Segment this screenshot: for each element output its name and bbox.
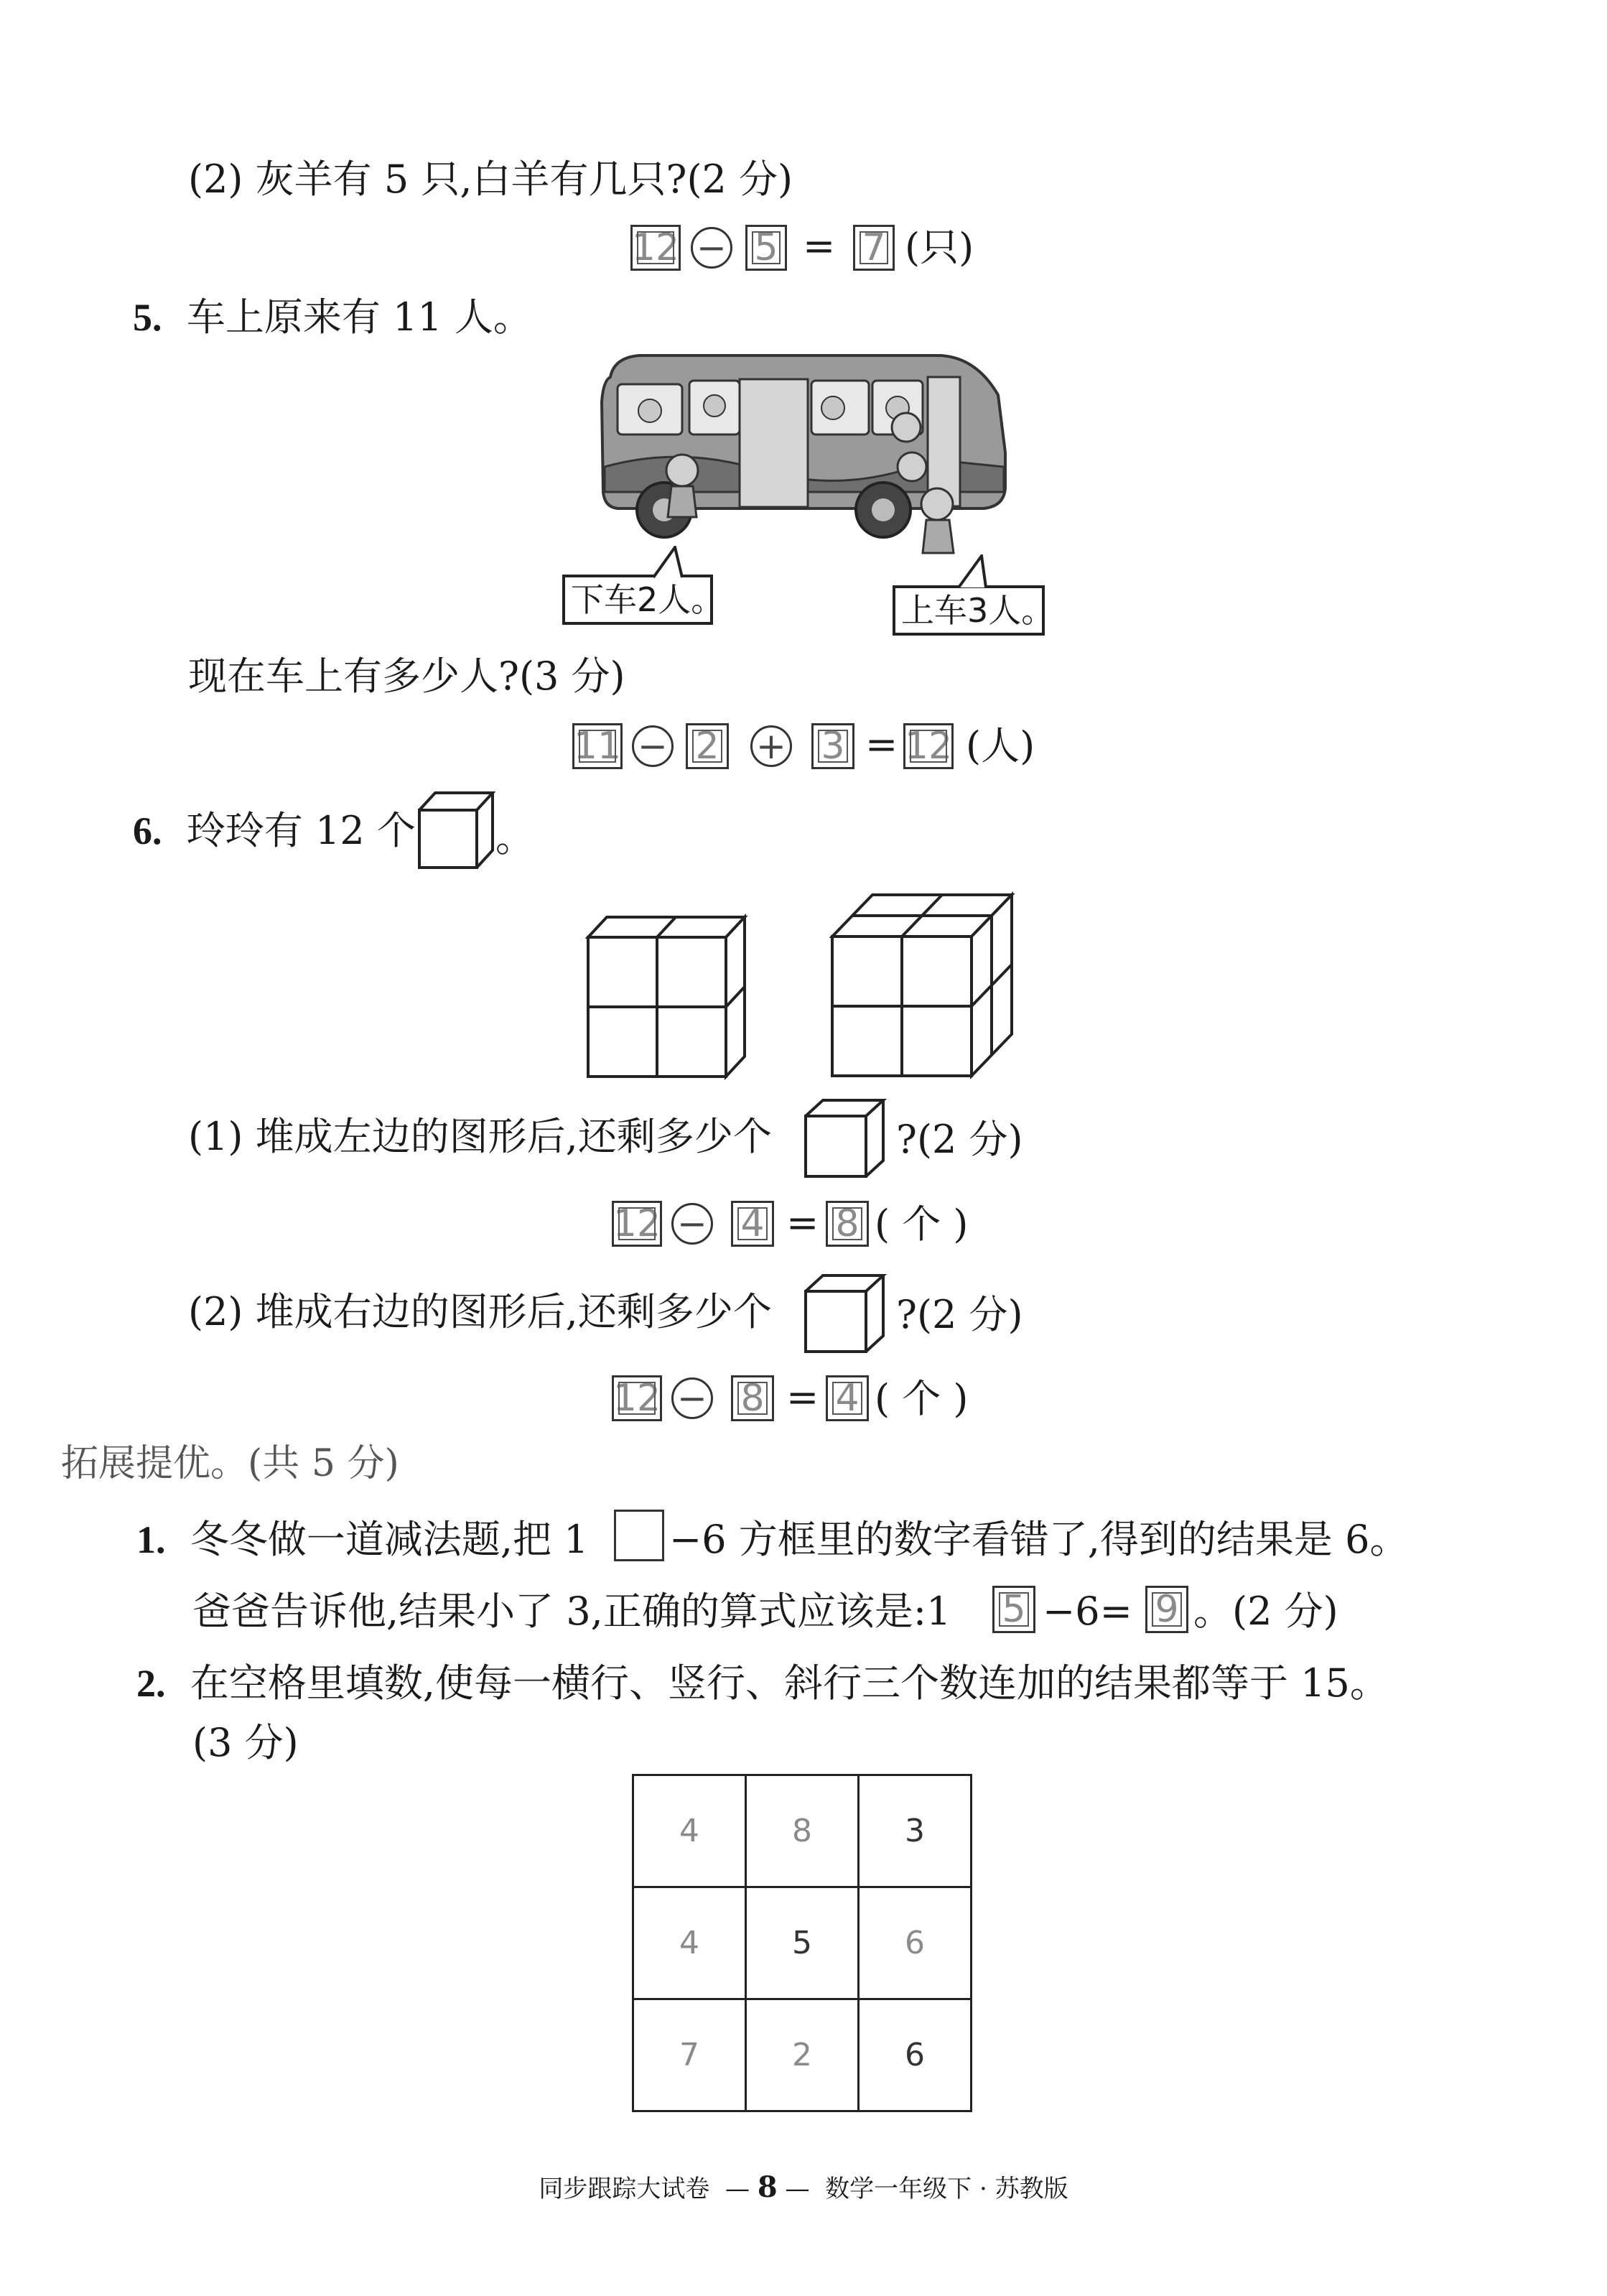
cube-stack-right — [829, 885, 1030, 1093]
equals-sign: = — [803, 223, 836, 269]
child-off-head — [666, 455, 698, 486]
minus-operator[interactable]: − — [691, 227, 732, 269]
grid-cell: 5 — [746, 1887, 859, 1999]
speech-bubble-get-off — [562, 575, 725, 625]
bubble-text: 上车3人。 — [901, 591, 1055, 630]
eq-box-result[interactable]: 4 — [826, 1375, 869, 1421]
unit-label: ( 个 ) — [875, 1202, 969, 1247]
child-off-body — [668, 486, 697, 517]
ext-q1-line1b: −6 方框里的数字看错了,得到的结果是 6。 — [669, 1517, 1409, 1562]
answer-box-1[interactable]: 5 — [992, 1586, 1035, 1633]
q6-part2-question: (2) 堆成右边的图形后,还剩多少个 — [188, 1289, 772, 1334]
cube-icon — [803, 1273, 889, 1355]
passenger-head — [704, 395, 725, 417]
child-on-head — [898, 452, 926, 481]
cube-icon — [803, 1097, 889, 1180]
blank-box[interactable] — [614, 1510, 664, 1561]
bus-wheel — [872, 498, 895, 521]
bus-door — [740, 379, 808, 507]
q6-part2-score: ?(2 分) — [896, 1292, 1023, 1337]
ext-q2-line1: 2. 在空格里填数,使每一横行、竖行、斜行三个数连加的结果都等于 15。 — [136, 1660, 1389, 1706]
unit-label: (只) — [905, 225, 974, 270]
grid-cell[interactable]: 7 — [633, 1999, 746, 2111]
footer-left: 同步跟踪大试卷 — [539, 2175, 710, 2203]
q5-text: 5. 车上原来有 11 人。 — [133, 294, 532, 340]
minus-operator[interactable]: − — [632, 725, 674, 767]
magic-square-grid — [632, 1774, 972, 2112]
bus-illustration — [596, 345, 1027, 560]
plus-operator[interactable]: + — [750, 725, 792, 767]
q5-question: 现在车上有多少人?(3 分) — [188, 654, 625, 699]
eq-box-a[interactable]: 12 — [612, 1377, 661, 1420]
q6-part1-question: (1) 堆成左边的图形后,还剩多少个 — [188, 1114, 772, 1159]
ext-q1-line1a: 1. 冬冬做一道减法题,把 1 — [136, 1517, 589, 1562]
answer-box-2[interactable]: 9 — [1145, 1586, 1188, 1633]
ext-q1-line2a: 爸爸告诉他,结果小了 3,正确的算式应该是:1 — [192, 1589, 951, 1634]
speech-bubble-tail — [951, 554, 995, 589]
bubble-text: 下车2人。 — [571, 580, 725, 619]
grid-cell[interactable]: 6 — [859, 1887, 972, 1999]
eq-box-b[interactable]: 4 — [731, 1201, 774, 1247]
eq-box-a[interactable]: 12 — [612, 1202, 661, 1245]
eq-box-b[interactable]: 5 — [745, 225, 787, 271]
ext-q2-line2: (3 分) — [192, 1720, 299, 1765]
grid-cell: 6 — [859, 1999, 972, 2111]
page-footer: 同步跟踪大试卷 — 8 — 数学一年级下 · 苏教版 — [539, 2170, 1068, 2204]
minus-operator[interactable]: − — [671, 1377, 713, 1419]
unit-label: ( 个 ) — [875, 1376, 969, 1421]
equals-sign: = — [865, 722, 898, 767]
equals-sign: = — [786, 1375, 819, 1420]
q6-text: 6. 玲玲有 12 个 — [133, 808, 416, 853]
eq-box-result[interactable]: 8 — [826, 1201, 869, 1247]
grid-cell[interactable]: 4 — [633, 1775, 746, 1887]
child-on-head — [921, 488, 953, 520]
eq-box-c[interactable]: 3 — [811, 723, 854, 769]
grid-cell[interactable]: 8 — [746, 1775, 859, 1887]
q4-part2-question: (2) 灰羊有 5 只,白羊有几只?(2 分) — [188, 157, 793, 202]
ext-q1-line2c: 。(2 分) — [1193, 1589, 1338, 1634]
eq-box-a[interactable]: 12 — [631, 226, 680, 269]
eq-box-result[interactable]: 12 — [904, 725, 953, 768]
grid-cell: 3 — [859, 1775, 972, 1887]
eq-box-b[interactable]: 2 — [686, 723, 729, 769]
cube-icon — [416, 790, 495, 873]
q6-part1-score: ?(2 分) — [896, 1117, 1023, 1162]
eq-box-b[interactable]: 8 — [731, 1375, 774, 1421]
eq-box-a[interactable]: 11 — [573, 725, 622, 768]
unit-label: (人) — [966, 723, 1035, 768]
speech-bubble-get-on — [893, 585, 1055, 636]
eq-box-result[interactable]: 7 — [853, 225, 895, 271]
ext-q1-line2b: −6= — [1043, 1589, 1132, 1634]
grid-cell[interactable]: 2 — [746, 1999, 859, 2111]
child-on-head — [892, 413, 921, 442]
equals-sign: = — [786, 1200, 819, 1245]
child-on-body — [923, 520, 954, 553]
passenger-head — [821, 396, 844, 419]
footer-right: 数学一年级下 · 苏教版 — [825, 2175, 1068, 2203]
minus-operator[interactable]: − — [671, 1203, 713, 1245]
bus-door — [928, 377, 960, 506]
speech-bubble-tail — [646, 546, 689, 580]
passenger-head — [638, 399, 661, 422]
grid-cell[interactable]: 4 — [633, 1887, 746, 1999]
page-number: 8 — [757, 2170, 778, 2204]
q6-text-end: 。 — [495, 815, 534, 860]
section-title: 拓展提优。(共 5 分) — [61, 1442, 399, 1485]
cube-stack-left — [585, 908, 765, 1088]
